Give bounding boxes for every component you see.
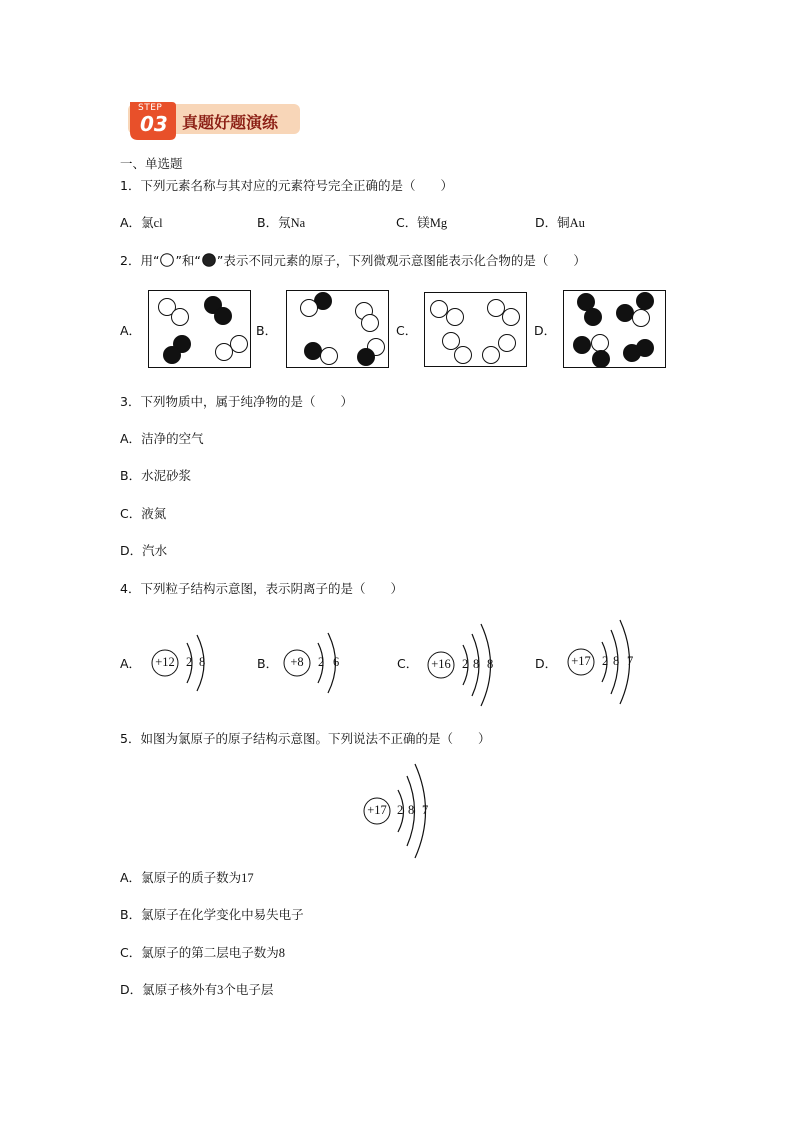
q2-diagram-c [424, 292, 527, 367]
q4-c-shell-2: 8 [473, 657, 480, 671]
q4-diagram-d [566, 618, 646, 704]
q4-a-shell-1: 2 [186, 655, 193, 669]
q5-option-d[interactable]: D．氯原子核外有3个电子层 [120, 982, 274, 997]
q4-option-b[interactable]: B． [257, 656, 279, 671]
q1-option-b[interactable]: B．氖Na [257, 215, 306, 230]
step-label: STEP [138, 103, 163, 113]
q4-c-nucleus: +16 [431, 657, 451, 671]
q2-option-d[interactable]: D． [534, 323, 557, 338]
q2-diagram-d [563, 290, 666, 368]
q4-diagram-a [150, 625, 220, 701]
q4-option-c[interactable]: C． [397, 656, 419, 671]
q4-d-nucleus: +17 [571, 654, 591, 668]
q2-option-a[interactable]: A． [120, 323, 142, 338]
q5-nucleus: +17 [367, 803, 387, 817]
q4-d-shell-2: 8 [613, 654, 620, 668]
q4-b-shell-2: 6 [333, 655, 340, 669]
q4-diagram-c [426, 620, 506, 706]
q2-diagram-c-particles [425, 293, 528, 368]
q5-shell-1: 2 [397, 803, 404, 817]
q4-a-nucleus: +12 [155, 655, 175, 669]
question-2-stem: 2．用“ ”和“ ”表示不同元素的原子，下列微观示意图能表示化合物的是（ ） [120, 253, 586, 268]
q4-c-shell-1: 2 [462, 657, 469, 671]
q4-b-shell-1: 2 [318, 655, 325, 669]
section-banner [128, 100, 300, 140]
q2-diagram-b [286, 290, 389, 368]
q1-option-a[interactable]: A．氯cl [120, 215, 163, 230]
q2-option-b[interactable]: B． [256, 323, 278, 338]
step-number: 03 [140, 112, 168, 136]
q5-option-a[interactable]: A．氯原子的质子数为17 [120, 870, 254, 885]
q5-chlorine-diagram [362, 762, 442, 858]
q2-diagram-a-particles [149, 291, 252, 369]
q2-option-c[interactable]: C． [396, 323, 418, 338]
q3-option-c[interactable]: C．液氮 [120, 506, 167, 521]
question-3-stem: 3．下列物质中，属于纯净物的是（ ） [120, 394, 353, 409]
q3-option-a[interactable]: A．洁净的空气 [120, 431, 204, 446]
q5-option-c[interactable]: C．氯原子的第二层电子数为8 [120, 945, 285, 960]
q4-diagram-b [283, 625, 353, 701]
q3-option-b[interactable]: B．水泥砂浆 [120, 468, 192, 483]
question-1-stem: 1．下列元素名称与其对应的元素符号完全正确的是（ ） [120, 178, 453, 193]
black-atom-icon [201, 253, 217, 267]
question-4-stem: 4．下列粒子结构示意图，表示阴离子的是（ ） [120, 581, 403, 596]
question-5-stem: 5．如图为氯原子的原子结构示意图。下列说法不正确的是（ ） [120, 731, 491, 746]
q2-diagram-a [148, 290, 251, 368]
q5-option-b[interactable]: B．氯原子在化学变化中易失电子 [120, 907, 304, 922]
q1-option-d[interactable]: D．铜Au [535, 215, 585, 230]
q4-d-shell-3: 7 [627, 654, 634, 668]
q4-b-nucleus: +8 [290, 655, 304, 669]
q4-d-shell-1: 2 [602, 654, 609, 668]
banner-title: 真题好题演练 [182, 113, 279, 132]
white-atom-icon [159, 253, 175, 267]
q3-option-d[interactable]: D．汽水 [120, 543, 168, 558]
q4-c-shell-3: 8 [487, 657, 494, 671]
q4-option-d[interactable]: D． [535, 656, 558, 671]
q2-diagram-d-particles [564, 291, 667, 369]
q4-option-a[interactable]: A． [120, 656, 142, 671]
q5-shell-2: 8 [408, 803, 415, 817]
section-heading: 一、单选题 [120, 156, 183, 171]
q5-shell-3: 7 [422, 803, 429, 817]
q2-diagram-b-particles [287, 291, 390, 369]
q4-a-shell-2: 8 [199, 655, 206, 669]
q1-option-c[interactable]: C．镁Mg [396, 215, 448, 230]
